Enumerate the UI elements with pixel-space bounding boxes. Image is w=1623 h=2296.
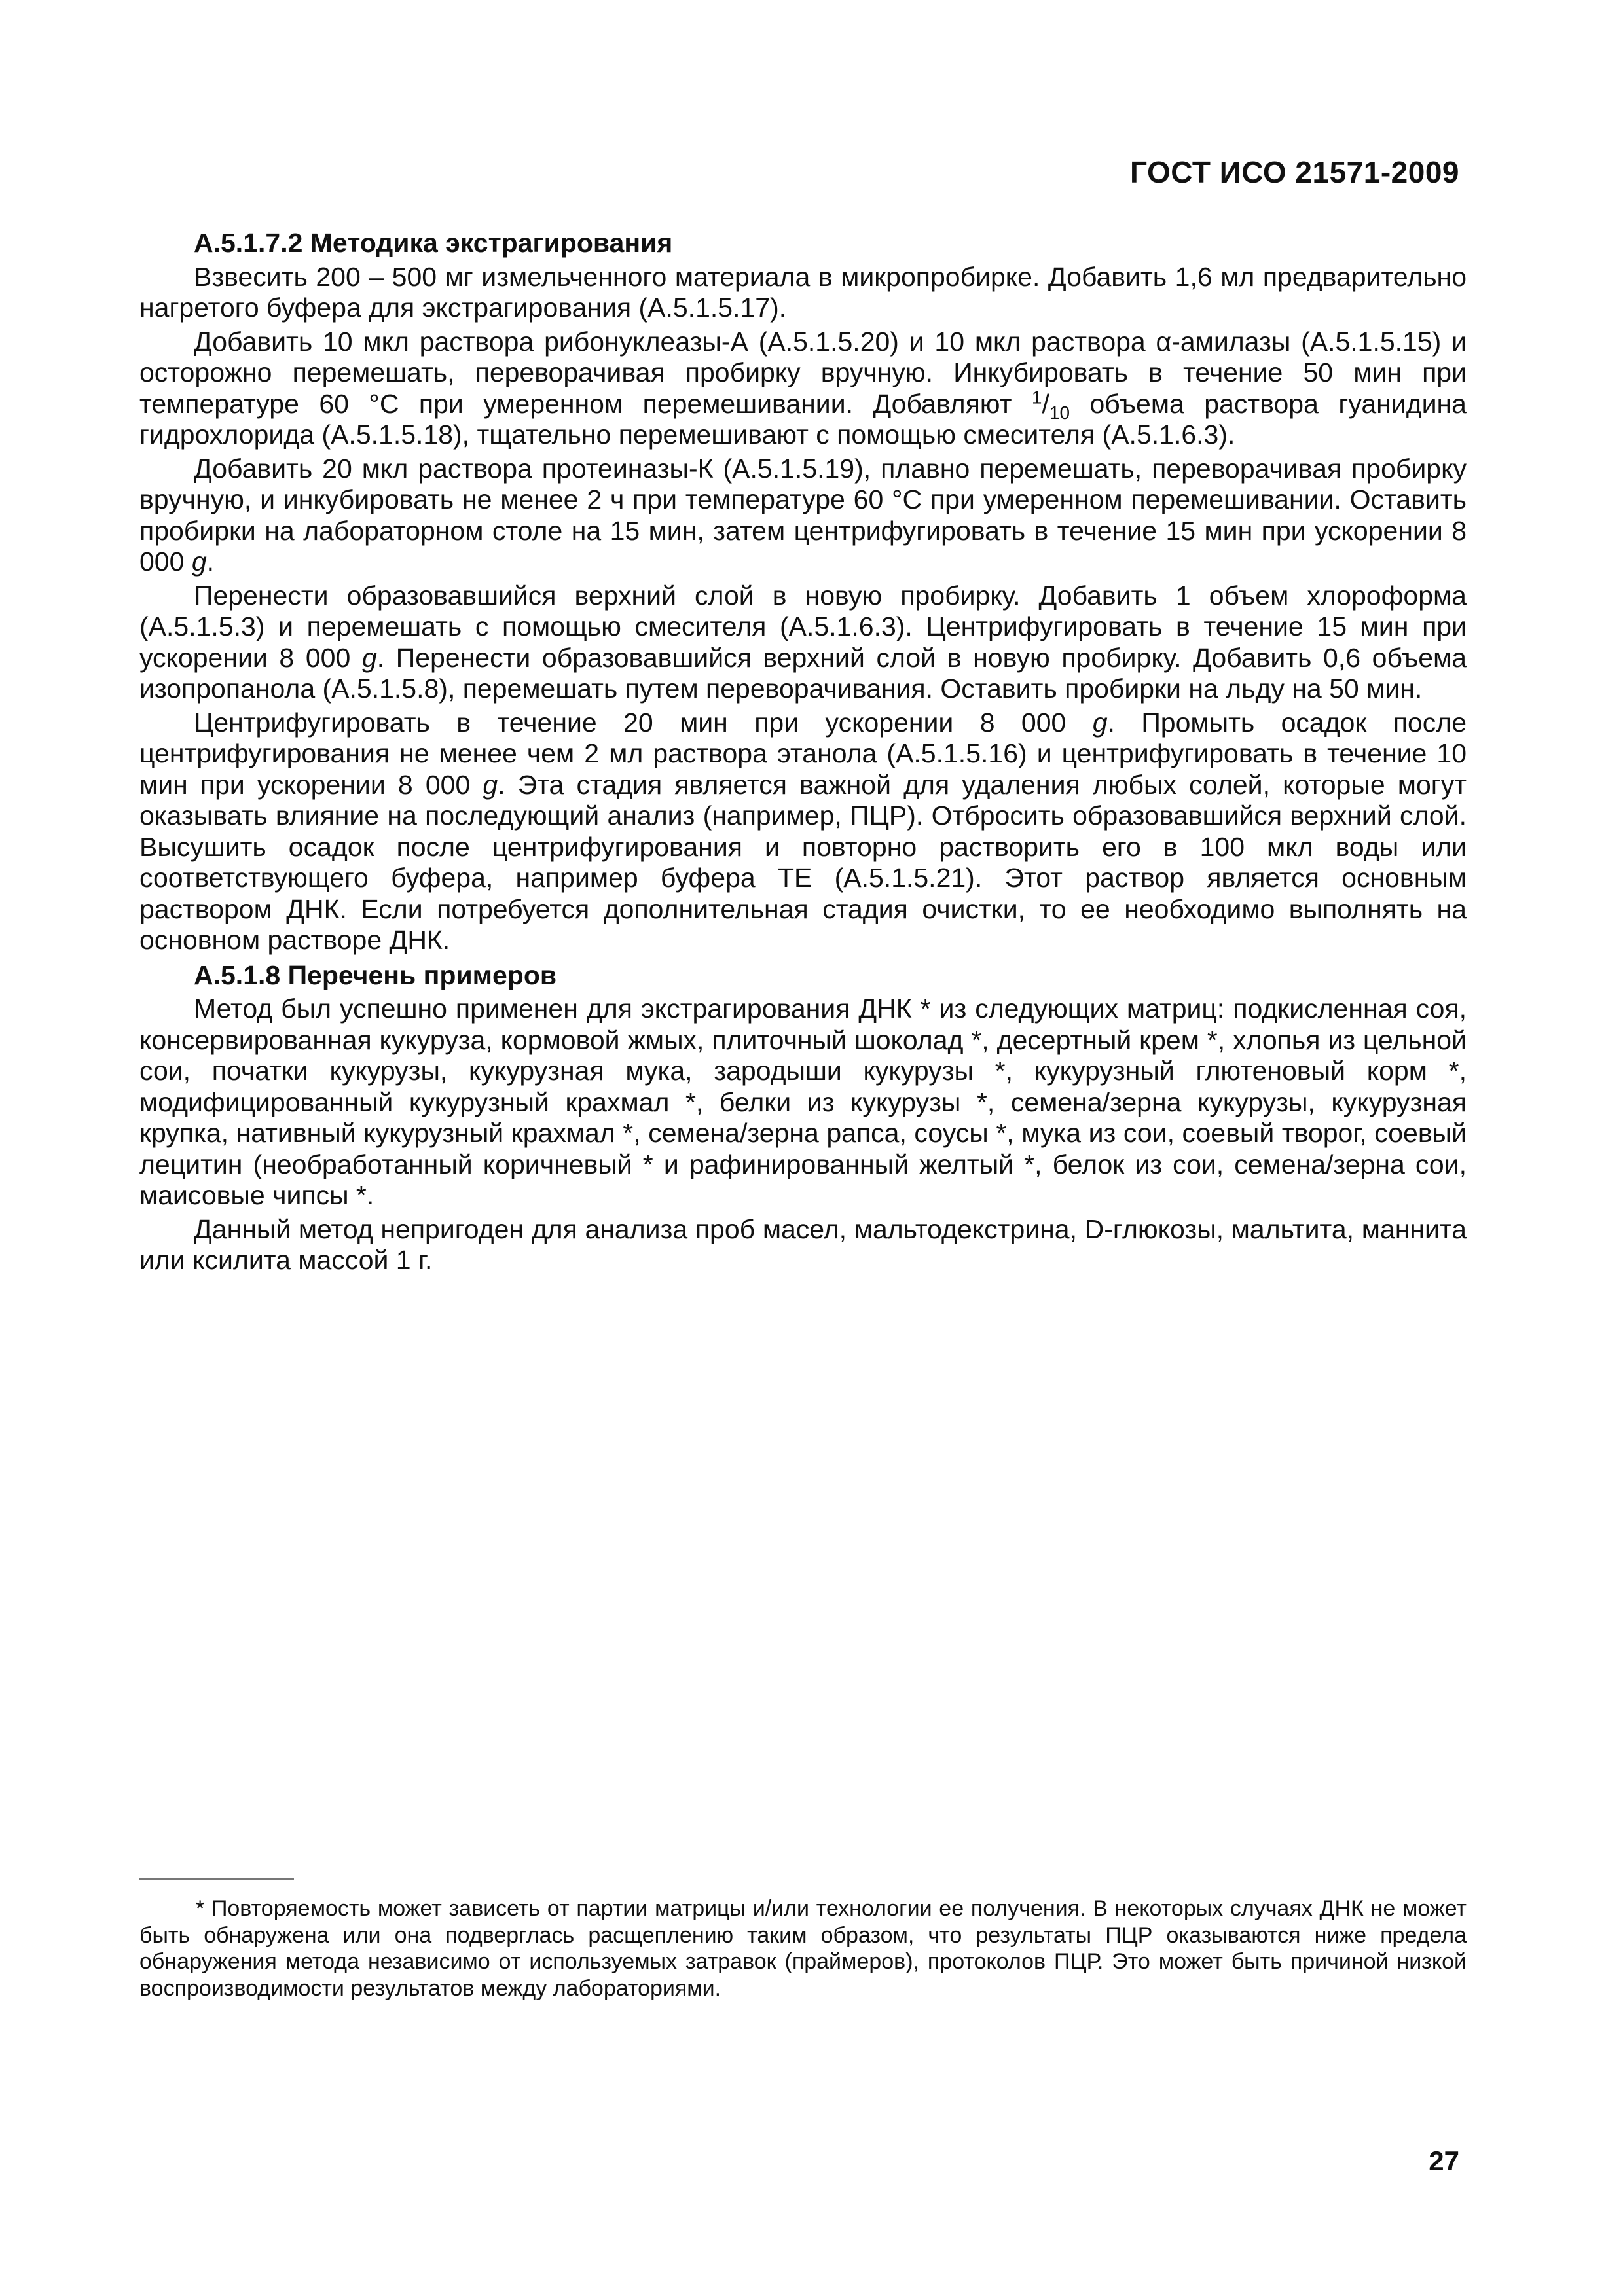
footnote-divider [139,1878,294,1880]
paragraph [139,327,1467,451]
footnote [139,1895,1467,2001]
text-run: . [206,547,215,577]
footnote-indent [139,1896,196,1921]
text-run: Добавить 20 мкл раствора протеиназы-К (А.5.1.5.19), плавно перемешать, переворачивая пробирку вручную, и инкубировать не менее 2 ч при температуре 60 °С при умеренном перемешивании. Оставить пробирки на лабораторном столе на 15 мин, затем центрифугировать в течение 15 мин при ускорении 8 000 [139,453,1467,577]
document-header: ГОСТ ИСО 21571-2009 [1130,155,1459,189]
paragraph: Взвесить 200 – 500 мг измельченного материала в микропробирке. Добавить 1,6 мл предварительно нагретого буфера для экстрагирования (А.5.1.5.17). [139,261,1467,323]
text-run: Центрифугировать в течение 20 мин при ускорении 8 000 [194,707,1093,738]
text-run: . Эта стадия является важной для удаления любых солей, которые могут оказывать влияние на последующий анализ (например, ПЦР). Отбросить образовавшийся верхний слой. Высушить осадок после центрифугирования и повторно растворить его в 100 мкл воды или соответствующего буфера, например буфера ТЕ (А.5.1.5.21). Этот раствор является основным раствором ДНК. Если потребуется дополнительная стадия очистки, то ее необходимо выполнять на основном растворе ДНК. [139,769,1467,955]
g-symbol: g [361,642,377,673]
g-symbol: g [1092,707,1108,738]
text-run: . Промыть осадок после центрифугирования не менее чем 2 мл раствора этанола (А.5.1.5.16) и центрифугировать в течение 10 мин при ускорении 8 000 [139,707,1467,800]
text-run: объема раствора гуанидина гидрохлорида (А.5.1.5.18), тщательно перемешивают с помощью смесителя (А.5.1.6.3). [139,388,1467,450]
footnote-text: * Повторяемость может зависеть от партии матрицы и/или технологии ее получения. В некоторых случаях ДНК не может быть обнаружена или она подверглась расщеплению таким образом, что результаты ПЦР оказываются ниже предела обнаружения метода независимо от используемых затравок (праймеров), протоколов ПЦР. Это может быть причиной низкой воспроизводимости результатов между лабораториями. [139,1896,1467,2001]
paragraph: Данный метод непригоден для анализа проб масел, мальтодекстрина, D-глюкозы, мальтита, маннита или ксилита массой 1 г. [139,1213,1467,1275]
page-number: 27 [1429,2145,1459,2176]
paragraph [139,454,1467,578]
section-heading-extraction: А.5.1.7.2 Методика экстрагирования [194,228,673,258]
section-heading-examples: А.5.1.8 Перечень примеров [194,960,557,990]
fraction-denominator: 10 [1049,402,1070,423]
text-run: . Перенести образовавшийся верхний слой в новую пробирку. Добавить 0,6 объема изопропанола (А.5.1.5.8), перемешать путем переворачивания. Оставить пробирки на льду на 50 мин. [139,642,1467,704]
paragraph [139,581,1467,705]
text-run: Добавить 10 мкл раствора рибонуклеазы-А (А.5.1.5.20) и 10 мкл раствора α-амилазы (А.5.1.5.15) и осторожно перемешать, переворачивая пробирку вручную. Инкубировать в течение 50 мин при температуре 60 °С при умеренном перемешивании. Добавляют [139,326,1467,419]
text-run: Перенести образовавшийся верхний слой в новую пробирку. Добавить 1 объем хлороформа (А.5.1.5.3) и перемешать с помощью смесителя (А.5.1.6.3). Центрифугировать в течение 15 мин при ускорении 8 000 [139,580,1467,673]
paragraph: Метод был успешно применен для экстрагирования ДНК * из следующих матриц: подкисленная соя, консервированная кукуруза, кормовой жмых, плиточный шоколад *, десертный крем *, хлопья из цельной сои, початки кукурузы, кукурузная мука, зародыши кукурузы *, кукурузный глютеновый корм *, модифицированный кукурузный крахмал *, белки из кукурузы *, семена/зерна кукурузы, кукурузная крупка, нативный кукурузный крахмал *, семена/зерна рапса, соусы *, мука из сои, соевый творог, соевый лецитин (необработанный коричневый * и рафинированный желтый *, белок из сои, семена/зерна сои, маисовые чипсы *. [139,994,1467,1210]
fraction-numerator: 1 [1031,386,1042,407]
paragraph [139,708,1467,956]
fraction-slash: / [1042,388,1049,419]
g-symbol: g [191,547,207,577]
document-body [139,228,1467,1276]
g-symbol: g [483,769,498,800]
